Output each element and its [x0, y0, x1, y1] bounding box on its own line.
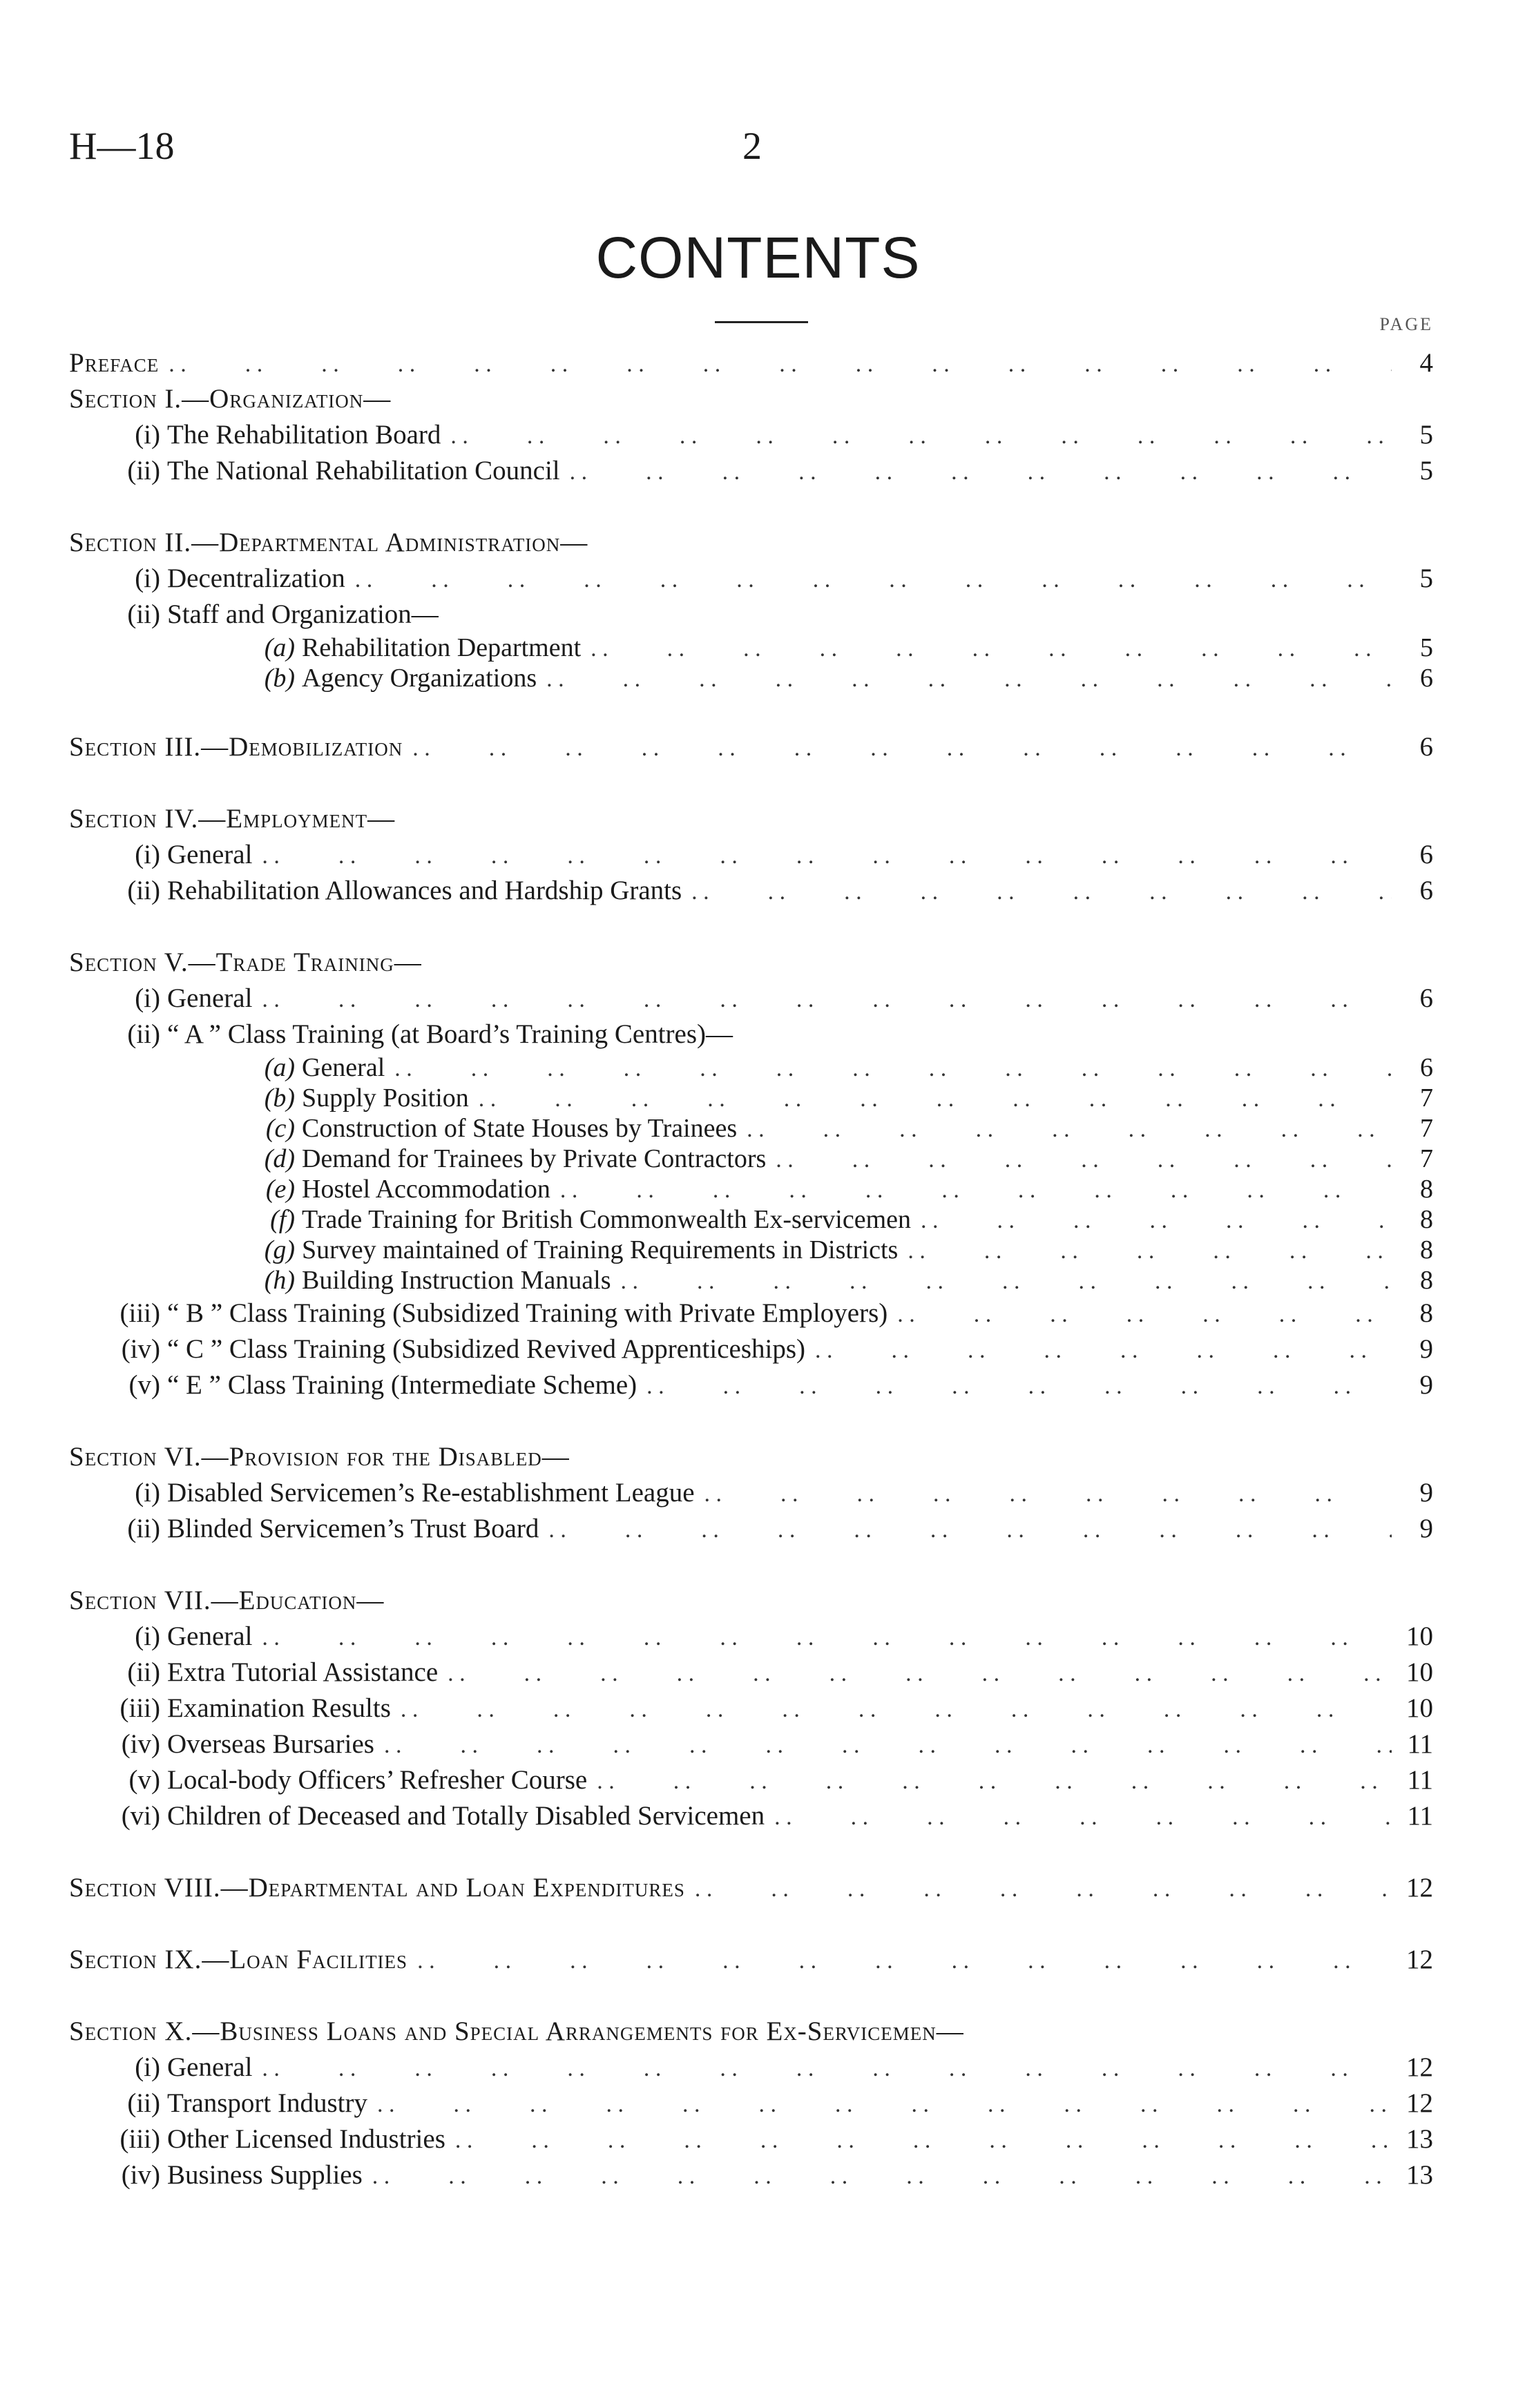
toc-entry-label [69, 525, 597, 561]
toc-page-number: 11 [1407, 1801, 1433, 1831]
toc-page-number: 7 [1420, 1114, 1433, 1143]
leader-dots [621, 1266, 1392, 1297]
toc-entry-label [69, 417, 450, 453]
toc-entry-text: Decentralization [167, 564, 345, 593]
toc-entry-number: (ii) [127, 599, 160, 629]
toc-item-row [69, 981, 1433, 1017]
leader-dots [169, 347, 1392, 383]
toc-entry-number: (i) [135, 564, 160, 593]
toc-sub-row [69, 663, 1433, 693]
leader-dots [691, 874, 1392, 910]
toc-entry-text: Section X.—Business Loans and Special Arrangements for Ex-Servicemen— [69, 2016, 964, 2046]
toc-page-number: 8 [1420, 1235, 1433, 1264]
leader-dots [455, 2123, 1392, 2159]
leader-dots [401, 1692, 1392, 1728]
toc-entry-text: General [167, 1621, 253, 1651]
leader-dots [776, 1145, 1392, 1175]
toc-entry-text: Preface [69, 348, 160, 378]
toc-entry-label [69, 1691, 401, 1726]
toc-entry-number: (f) [270, 1205, 295, 1234]
toc-entry-text: General [167, 2052, 253, 2082]
toc-page-number: 9 [1419, 1478, 1433, 1508]
leader-dots [355, 562, 1392, 598]
toc-item-row [69, 1511, 1433, 1547]
toc-item-row [69, 453, 1433, 489]
title-rule [715, 321, 808, 323]
toc-item-row [69, 417, 1433, 453]
toc-entry-label [69, 2157, 372, 2193]
leader-dots [597, 1764, 1392, 1800]
toc-entry-text: The Rehabilitation Board [167, 420, 441, 450]
toc-entry-number: (iii) [119, 1693, 160, 1723]
toc-item-row [69, 2050, 1433, 2086]
toc-entry-label [69, 2121, 455, 2157]
toc-item-row [69, 1017, 1433, 1052]
toc-entry-text: Section V.—Trade Training— [69, 947, 422, 977]
toc-entry-number: (a) [264, 1053, 295, 1082]
leader-dots [262, 1620, 1392, 1656]
leader-dots [774, 1800, 1392, 1836]
toc-entry-number: (ii) [127, 1019, 160, 1049]
toc-entry-text: Section III.—Demobilization [69, 732, 403, 762]
toc-section-row [69, 1942, 1433, 1978]
toc-item-row [69, 2086, 1433, 2121]
toc-entry-number: (i) [135, 2052, 160, 2082]
toc-page-number: 12 [1406, 2052, 1433, 2082]
toc-item-row [69, 1475, 1433, 1511]
toc-section-row [69, 381, 1433, 417]
toc-entry-label [69, 2014, 974, 2050]
toc-page-number: 6 [1419, 876, 1433, 905]
toc-entry-label [69, 597, 448, 633]
toc-sub-row [69, 1235, 1433, 1265]
toc-entry-text: General [302, 1053, 385, 1082]
toc-entry-text: Local-body Officers’ Refresher Course [167, 1765, 588, 1795]
toc-entry-label [69, 1017, 742, 1052]
toc-item-row [69, 1619, 1433, 1655]
toc-page-number: 10 [1406, 1657, 1433, 1687]
toc-entry-label [69, 1367, 646, 1403]
toc-sub-row [69, 1144, 1433, 1174]
toc-entry-number: (i) [135, 983, 160, 1013]
toc-entry-label [69, 1619, 262, 1655]
toc-entry-text: Overseas Bursaries [167, 1729, 374, 1759]
toc-entry-text: Rehabilitation Department [302, 633, 582, 662]
toc-page-number: 4 [1419, 348, 1433, 378]
toc-entry-text: Trade Training for British Commonwealth Ex-servicemen [302, 1205, 911, 1234]
toc-section-row [69, 1439, 1433, 1475]
toc-page-number: 8 [1419, 1298, 1433, 1328]
toc-entry-text: Examination Results [167, 1693, 391, 1723]
toc-entry-number: (ii) [127, 1657, 160, 1687]
toc-entry-text: “ A ” Class Training (at Board’s Training Centres)— [167, 1019, 733, 1049]
toc-entry-label [69, 345, 169, 381]
toc-entry-label [69, 837, 262, 873]
toc-page-number: 12 [1406, 1945, 1433, 1974]
toc-entry-text: General [167, 983, 253, 1013]
toc-entry-text: Survey maintained of Training Requirements in Districts [302, 1235, 899, 1264]
toc-entry-text: Section VI.—Provision for the Disabled— [69, 1442, 570, 1472]
toc-entry-number: (e) [265, 1175, 295, 1204]
leader-dots [262, 2051, 1392, 2087]
toc-section-row [69, 801, 1433, 837]
toc-page-number: 13 [1406, 2160, 1433, 2190]
toc-page-number: 9 [1419, 1370, 1433, 1400]
toc-entry-label [69, 1762, 597, 1798]
toc-page-number: 6 [1419, 840, 1433, 869]
toc-entry-label [69, 1726, 384, 1762]
toc-entry-number: (i) [135, 1478, 160, 1508]
page-title: CONTENTS [595, 225, 921, 290]
toc-page-number: 6 [1419, 732, 1433, 762]
leader-dots [897, 1297, 1392, 1333]
toc-entry-number: (v) [128, 1765, 160, 1795]
toc-entry-text: The National Rehabilitation Council [167, 456, 560, 485]
toc-entry-number: (iii) [119, 2124, 160, 2154]
toc-entry-text: “ E ” Class Training (Intermediate Scheme) [167, 1370, 637, 1400]
toc-item-row [69, 873, 1433, 909]
toc-entry-label [69, 381, 401, 417]
leader-dots [412, 731, 1392, 767]
toc-entry-label [69, 981, 262, 1017]
toc-entry-text: Section II.—Departmental Administration— [69, 528, 588, 557]
toc-entry-text: Extra Tutorial Assistance [167, 1657, 439, 1687]
leader-dots [479, 1084, 1392, 1115]
toc-item-row [69, 1762, 1433, 1798]
toc-entry-label [69, 1265, 621, 1295]
toc-entry-label [69, 1655, 448, 1691]
toc-sub-row [69, 633, 1433, 663]
leader-dots [921, 1206, 1392, 1236]
toc-page-number: 9 [1419, 1514, 1433, 1543]
toc-section-row [69, 1870, 1433, 1906]
toc-entry-number: (v) [128, 1370, 160, 1400]
leader-dots [417, 1943, 1392, 1979]
toc-item-row [69, 1655, 1433, 1691]
toc-entry-label [69, 801, 405, 837]
toc-entry-label [69, 663, 546, 693]
toc-entry-number: (vi) [121, 1801, 160, 1831]
toc-entry-text: Disabled Servicemen’s Re-establishment League [167, 1478, 695, 1508]
leader-dots [262, 982, 1392, 1018]
toc-item-row [69, 1726, 1433, 1762]
toc-entry-number: (iv) [121, 1334, 160, 1364]
toc-entry-text: Section I.—Organization— [69, 384, 392, 414]
toc-entry-text: Rehabilitation Allowances and Hardship Grants [167, 876, 682, 905]
toc-page-number: 8 [1420, 1205, 1433, 1234]
toc-entry-number: (d) [264, 1144, 295, 1173]
leader-dots [704, 1476, 1392, 1512]
toc-entry-number: (ii) [127, 876, 160, 905]
toc-page-number: 9 [1419, 1334, 1433, 1364]
toc-page-number: 6 [1420, 664, 1433, 693]
toc-entry-text: “ C ” Class Training (Subsidized Revived Apprenticeships) [167, 1334, 806, 1364]
leader-dots [450, 418, 1392, 454]
toc-page-number: 5 [1420, 633, 1433, 662]
toc-page-number: 7 [1420, 1144, 1433, 1173]
toc-item-row [69, 1331, 1433, 1367]
leader-dots [570, 454, 1392, 490]
toc-entry-label [69, 1583, 394, 1619]
page-number: 2 [742, 125, 762, 168]
toc-entry-label [69, 2050, 262, 2086]
toc-entry-text: Building Instruction Manuals [302, 1266, 611, 1295]
toc-item-row [69, 837, 1433, 873]
page-column-label: PAGE [1379, 314, 1433, 334]
toc-entry-number: (i) [135, 420, 160, 450]
toc-item-row [69, 561, 1433, 597]
toc-item-row [69, 1295, 1433, 1331]
toc-entry-number: (b) [264, 1083, 295, 1113]
toc-entry-number: (h) [264, 1266, 295, 1295]
toc-entry-label [69, 1144, 776, 1174]
toc-page-number: 8 [1420, 1175, 1433, 1204]
leader-dots [394, 1054, 1392, 1084]
leader-dots [747, 1115, 1392, 1145]
toc-entry-label [69, 729, 412, 765]
toc-entry-number: (g) [264, 1235, 295, 1264]
toc-entry-text: Staff and Organization— [167, 599, 439, 629]
table-of-contents [69, 345, 1433, 2193]
toc-page-number: 5 [1419, 564, 1433, 593]
toc-entry-text: Children of Deceased and Totally Disabled Servicemen [167, 1801, 765, 1831]
toc-entry-label [69, 1798, 774, 1834]
toc-item-row [69, 2121, 1433, 2157]
toc-entry-label [69, 1052, 394, 1083]
toc-entry-text: Other Licensed Industries [167, 2124, 445, 2154]
toc-entry-text: “ B ” Class Training (Subsidized Training with Private Employers) [167, 1298, 888, 1328]
toc-entry-label [69, 945, 432, 981]
toc-entry-label [69, 2086, 377, 2121]
toc-entry-number: (i) [135, 1621, 160, 1651]
toc-sub-row [69, 1052, 1433, 1083]
toc-entry-label [69, 1475, 704, 1511]
toc-entry-label [69, 561, 355, 597]
toc-item-row [69, 1798, 1433, 1834]
toc-page-number: 12 [1406, 2088, 1433, 2118]
toc-entry-number: (ii) [127, 2088, 160, 2118]
toc-entry-label [69, 873, 691, 909]
toc-entry-label [69, 453, 570, 489]
leader-dots [695, 1871, 1392, 1907]
toc-entry-text: Transport Industry [167, 2088, 367, 2118]
toc-page-number: 11 [1407, 1765, 1433, 1795]
leader-dots [546, 664, 1392, 695]
toc-entry-label [69, 1113, 747, 1144]
toc-page-number: 5 [1419, 420, 1433, 450]
toc-entry-number: (ii) [127, 456, 160, 485]
leader-dots [908, 1236, 1392, 1266]
leader-dots [372, 2159, 1392, 2195]
toc-entry-text: Section VII.—Education— [69, 1586, 385, 1615]
toc-section-row [69, 729, 1433, 765]
leader-dots [262, 838, 1392, 874]
leader-dots [591, 634, 1392, 664]
toc-entry-label [69, 1511, 548, 1547]
toc-item-row [69, 597, 1433, 633]
toc-entry-label [69, 1204, 921, 1235]
toc-entry-text: Supply Position [302, 1083, 469, 1113]
leader-dots [448, 1656, 1392, 1692]
toc-entry-number: (iv) [121, 2160, 160, 2190]
toc-page-number: 8 [1420, 1266, 1433, 1295]
leader-dots [815, 1333, 1392, 1369]
toc-entry-label [69, 1235, 908, 1265]
toc-sub-row [69, 1265, 1433, 1295]
toc-page-number: 6 [1419, 983, 1433, 1013]
toc-section-row [69, 945, 1433, 981]
toc-section-row [69, 525, 1433, 561]
toc-section-row [69, 2014, 1433, 2050]
toc-page-number: 6 [1420, 1053, 1433, 1082]
toc-entry-text: General [167, 840, 253, 869]
toc-entry-number: (iv) [121, 1729, 160, 1759]
toc-entry-number: (iii) [119, 1298, 160, 1328]
toc-item-row [69, 1367, 1433, 1403]
toc-entry-text: Agency Organizations [302, 664, 537, 693]
leader-dots [548, 1512, 1392, 1548]
toc-entry-text: Construction of State Houses by Trainees [302, 1114, 738, 1143]
toc-sub-row [69, 1174, 1433, 1204]
toc-page-number: 10 [1406, 1621, 1433, 1651]
toc-entry-text: Hostel Accommodation [302, 1175, 550, 1204]
toc-page-number: 13 [1406, 2124, 1433, 2154]
toc-entry-label [69, 1295, 897, 1331]
toc-entry-text: Section IX.—Loan Facilities [69, 1945, 408, 1974]
toc-section-row [69, 345, 1433, 381]
toc-entry-number: (c) [265, 1114, 295, 1143]
leader-dots [384, 1728, 1392, 1764]
toc-entry-text: Demand for Trainees by Private Contractors [302, 1144, 767, 1173]
toc-entry-text: Blinded Servicemen’s Trust Board [167, 1514, 539, 1543]
toc-page-number: 11 [1407, 1729, 1433, 1759]
document-reference: H—18 [69, 125, 175, 168]
page-header [0, 124, 1516, 173]
toc-entry-label [69, 1083, 479, 1113]
leader-dots [560, 1175, 1392, 1206]
toc-entry-label [69, 1331, 815, 1367]
toc-sub-row [69, 1204, 1433, 1235]
toc-page-number: 12 [1406, 1873, 1433, 1903]
toc-item-row [69, 1691, 1433, 1726]
toc-page-number: 7 [1420, 1083, 1433, 1113]
toc-entry-label [69, 633, 591, 663]
toc-page-number: 5 [1419, 456, 1433, 485]
toc-section-row [69, 1583, 1433, 1619]
toc-page-number: 10 [1406, 1693, 1433, 1723]
toc-sub-row [69, 1083, 1433, 1113]
toc-entry-text: Section IV.—Employment— [69, 804, 396, 834]
toc-entry-number: (ii) [127, 1514, 160, 1543]
toc-entry-label [69, 1942, 417, 1978]
toc-entry-number: (i) [135, 840, 160, 869]
toc-entry-label [69, 1870, 695, 1906]
toc-entry-number: (b) [264, 664, 295, 693]
toc-entry-number: (a) [264, 633, 295, 662]
leader-dots [646, 1369, 1392, 1405]
toc-sub-row [69, 1113, 1433, 1144]
toc-entry-text: Business Supplies [167, 2160, 363, 2190]
leader-dots [377, 2087, 1392, 2123]
toc-entry-text: Section VIII.—Departmental and Loan Expenditures [69, 1873, 685, 1903]
toc-entry-label [69, 1174, 560, 1204]
toc-item-row [69, 2157, 1433, 2193]
toc-entry-label [69, 1439, 579, 1475]
